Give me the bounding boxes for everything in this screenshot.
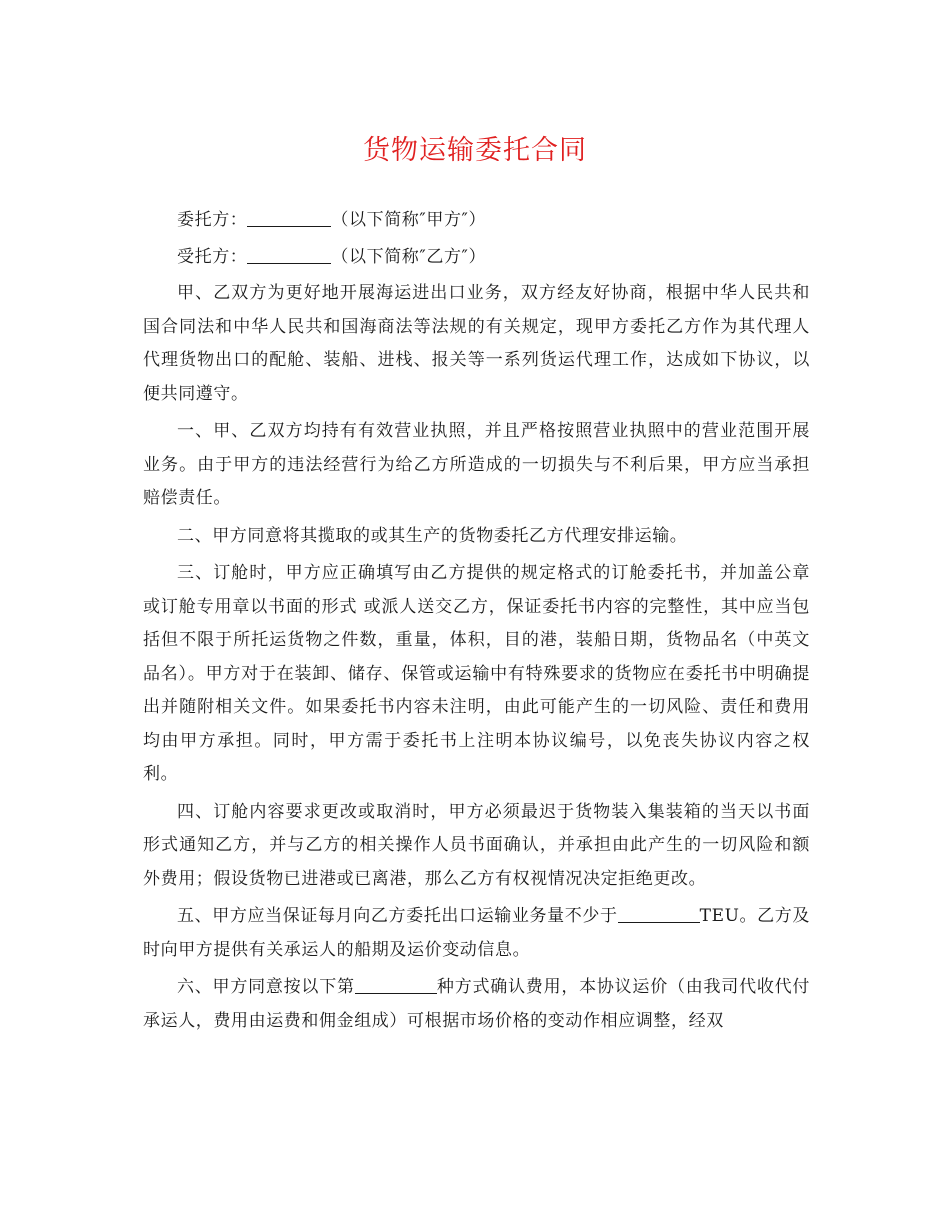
client-label: 委托方： — [177, 210, 248, 230]
clause-6-option-blank — [355, 976, 437, 994]
client-party-line — [143, 204, 810, 238]
agent-party-line — [143, 241, 810, 275]
agent-label: 受托方： — [177, 246, 248, 267]
clause-5 — [143, 900, 810, 967]
agent-note: （以下简称″乙方″） — [331, 246, 487, 267]
clause-1: 一、甲、乙双方均持有有效营业执照，并且严格按照营业执照中的营业范围开展业务。由于甲方的违法经营行为给乙方所造成的一切损失与不利后果，甲方应当承担赔偿责任。 — [143, 421, 810, 508]
clause-5-text-b: TEU。乙方及时向甲方提供有关承运人的船期及运价变动信息。 — [143, 906, 810, 960]
clause-3: 三、订舱时，甲方应正确填写由乙方提供的规定格式的订舱委托书，并加盖公章或订舱专用章以书面的形式 或派人送交乙方，保证委托书内容的完整性，其中应当包括但不限于所托运货物之件数，重量，体积，目的港，装船日期，货物品名（中英文品名）。甲方对于在装卸、储存、保管或运输中有特殊要求的货物应在委托书中明确提出并随附相关文件。如果委托书内容未注明，由此可能产生的一切风险、责任和费用均由甲方承担。同时，甲方需于委托书上注明本协议编号，以免丧失协议内容之权利。 — [143, 563, 810, 784]
clause-5-text-a: 五、甲方应当保证每月向乙方委托出口运输业务量不少于 — [177, 906, 618, 926]
clause-6-text-b: 种方式确认费用，本协议运价（由我司代收代付承运人，费用由运费和佣金组成）可根据市场价格的变动作相应调整，经双 — [143, 977, 811, 1031]
agent-name-blank — [247, 246, 331, 264]
clause-2: 二、甲方同意将其揽取的或其生产的货物委托乙方代理安排运输。 — [177, 525, 688, 546]
client-name-blank — [247, 209, 331, 227]
preamble-paragraph: 甲、乙双方为更好地开展海运进出口业务，双方经友好协商，根据中华人民共和国合同法和中华人民共和国海商法等法规的有关规定，现甲方委托乙方作为其代理人代理货物出口的配舱、装船、进栈、报关等一系列货运代理工作，达成如下协议，以便共同遵守。 — [143, 283, 810, 404]
client-note: （以下简称″甲方″） — [331, 210, 487, 230]
clause-4: 四、订舱内容要求更改或取消时，甲方必须最迟于货物装入集装箱的当天以书面形式通知乙方，并与乙方的相关操作人员书面确认，并承担由此产生的一切风险和额外费用；假设货物已进港或已离港，那么乙方有权视情况决定拒绝更改。 — [143, 801, 810, 889]
clause-6-text-a: 六、甲方同意按以下第 — [177, 977, 355, 997]
document-title: 货物运输委托合同 — [363, 135, 587, 166]
clause-6 — [143, 971, 810, 1038]
document-body — [143, 204, 810, 1042]
clause-5-volume-blank — [618, 905, 700, 923]
